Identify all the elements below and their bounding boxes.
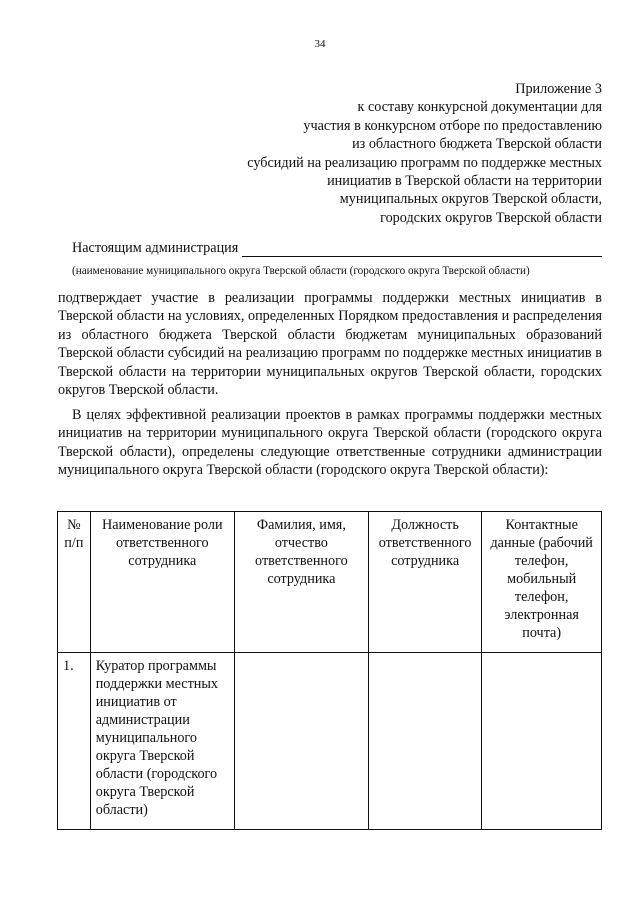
administration-label: Настоящим администрация: [72, 240, 239, 256]
header-number: № п/п: [58, 512, 91, 653]
header-role: Наименование роли ответственного сотрудника: [90, 512, 234, 653]
table-header-row: [58, 512, 602, 653]
responsible-staff-table: [57, 511, 602, 830]
appendix-line: участия в конкурсном отборе по предоставлению: [303, 117, 602, 134]
appendix-line: Приложение 3: [515, 81, 602, 97]
appendix-line: из областного бюджета Тверской области: [352, 136, 602, 153]
appendix-header: [247, 80, 602, 227]
page-number: 34: [314, 38, 326, 50]
header-position: Должность ответственного сотрудника: [368, 512, 482, 653]
cell-full-name[interactable]: [234, 653, 368, 830]
paragraph-confirmation: подтверждает участие в реализации программы поддержки местных инициатив в Тверской области на условиях, определенных Порядком предоставления и распределения из областного бюджета Тверской области бюджетам муниципальных образований Тверской области субсидий на реализацию программ по поддержке местных инициатив в Тверской области на территории муниципальных округов Тверской области, городских округов Тверской области.: [58, 290, 602, 399]
header-contacts: Контактные данные (рабочий телефон, мобильный телефон, электронная почта): [482, 512, 602, 653]
paragraph-responsible: В целях эффективной реализации проектов в рамках программы поддержки местных инициатив на территории муниципального округа Тверской области (городского округа Тверской области), определены следующие ответственные сотрудники администрации муниципального округа Тверской области (городского округа Тверской области):: [58, 407, 602, 479]
appendix-line: городских округов Тверской области: [380, 209, 602, 226]
appendix-line: субсидий на реализацию программ по поддержке местных: [247, 154, 602, 171]
administration-name-blank[interactable]: [242, 241, 602, 257]
administration-caption: (наименование муниципального округа Тверской области (городского округа Тверской области): [72, 265, 530, 277]
header-full-name: Фамилия, имя, отчество ответственного сотрудника: [234, 512, 368, 653]
administration-line: [72, 240, 602, 257]
cell-contacts[interactable]: [482, 653, 602, 830]
cell-number: 1.: [58, 653, 91, 830]
cell-position[interactable]: [368, 653, 482, 830]
appendix-line: инициатив в Тверской области на территории: [327, 173, 602, 190]
table-row: [58, 653, 602, 830]
appendix-line: к составу конкурсной документации для: [357, 99, 602, 116]
cell-role: Куратор программы поддержки местных инициатив от администрации муниципального округа Тверской области (городского округа Тверской области): [90, 653, 234, 830]
appendix-line: муниципальных округов Тверской области,: [339, 191, 602, 208]
